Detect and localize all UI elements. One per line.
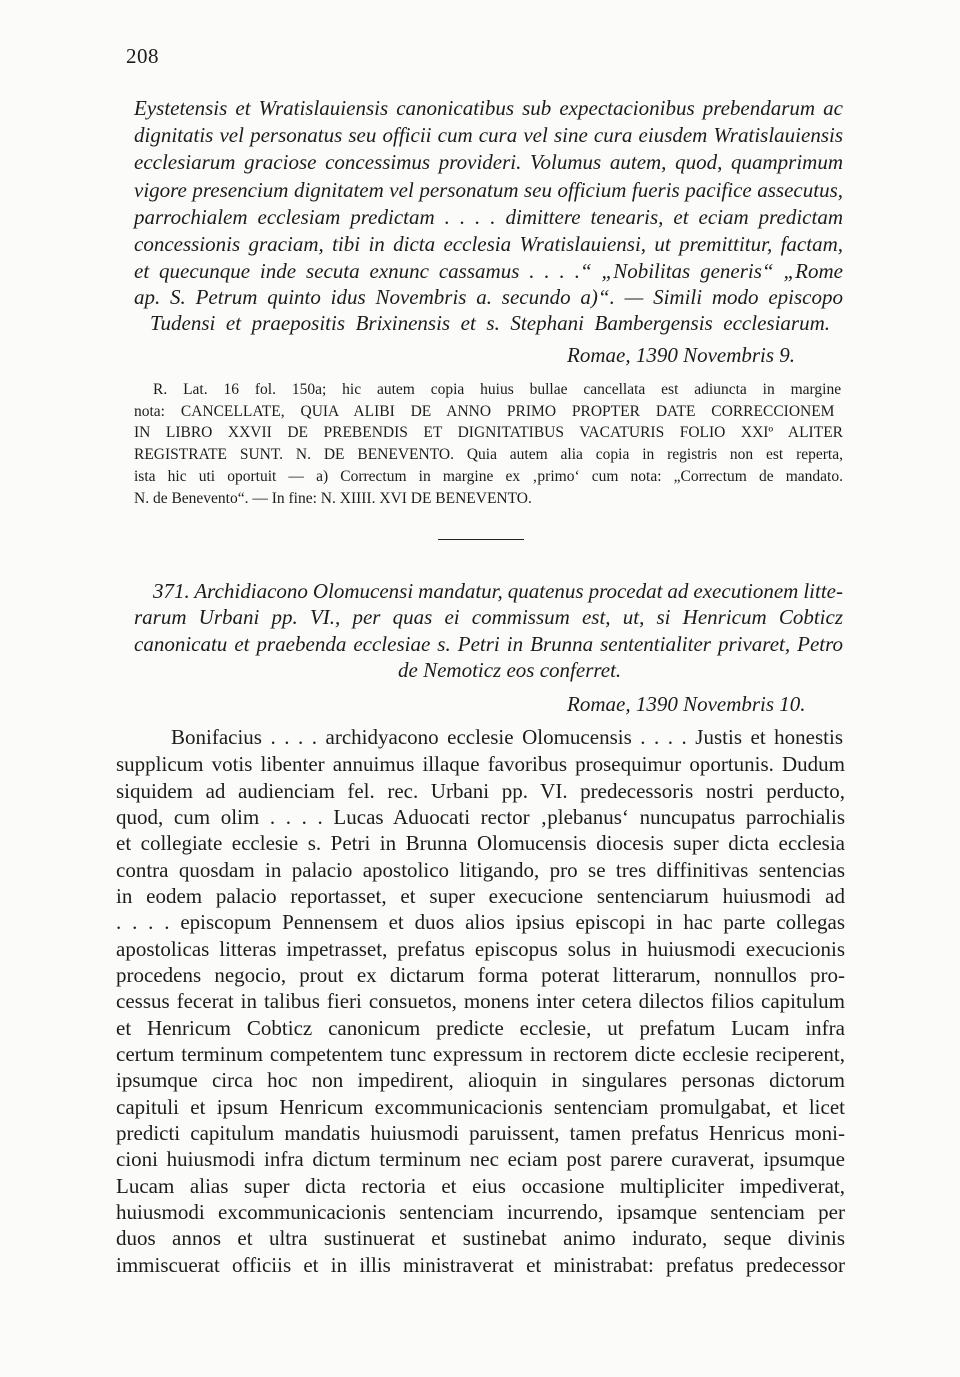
body-line: contra quosdam in palacio apostolico litigando, pro se tres diffinitivas sentencias <box>116 858 845 882</box>
body-line: capituli et ipsum Henricum excommunicacionis sentenciam promulgabat, et licet <box>116 1095 845 1119</box>
body-line: Lucam alias super dicta rectoria et eius occasione multipliciter impediverat, <box>116 1174 845 1198</box>
upper-line: parrochialem ecclesiam predictam . . . . dimittere tenearis, et eciam predictam <box>134 205 843 229</box>
body-line: cioni huiusmodi infra dictum terminum nec eciam post parere curaverat, ipsumque <box>116 1147 845 1171</box>
note-line: R. Lat. 16 fol. 150a; hic autem copia huius bullae cancellata est adiuncta in margine <box>153 381 842 398</box>
note-line: nota: CANCELLATE, QUIA ALIBI DE ANNO PRIMO PROPTER DATE CORRECCIONEM <box>134 403 835 420</box>
body-line: Bonifacius . . . . archidyacono ecclesie Olomucensis . . . . Justis et honestis <box>171 725 843 749</box>
body-line: procedens negocio, prout ex dictarum forma poterat litterarum, nonnullos pro- <box>116 963 845 987</box>
body-line: certum terminum competentem tunc expressum in rectorem dicte ecclesie reciperent, <box>116 1042 845 1066</box>
entry-heading-line: rarum Urbani pp. VI., per quas ei commissum est, ut, si Henricum Cobticz <box>134 605 843 629</box>
entry-heading-line: de Nemoticz eos conferret. <box>398 658 622 682</box>
note-line: REGISTRATE SUNT. N. DE BENEVENTO. Quia autem alia copia in registris non est reperta, <box>134 446 843 463</box>
upper-line: dignitatis vel personatus seu officii cum cura vel sine cura eiusdem Wratislauiensis <box>134 123 843 147</box>
upper-line: Tudensi et praepositis Brixinensis et s. Stephani Bambergensis ecclesiarum. <box>150 311 830 335</box>
note-line: N. de Benevento“. — In fine: N. XIIII. XVI DE BENEVENTO. <box>134 490 532 507</box>
entry-heading-line: canonicatu et praebenda ecclesiae s. Petri in Brunna sententialiter privaret, Petro <box>134 632 843 656</box>
body-line: supplicum votis libenter annuimus illaque favoribus prosequimur oportunis. Dudum <box>116 752 845 776</box>
upper-line: ecclesiarum graciose concessimus provideri. Volumus autem, quod, quamprimum <box>134 150 843 174</box>
upper-line: vigore presencium dignitatem vel personatum seu officium fueris pacifice assecutus, <box>134 178 843 202</box>
date-line: Romae, 1390 Novembris 9. <box>567 343 796 367</box>
body-line: siquidem ad audienciam fel. rec. Urbani pp. VI. predecessoris nostri perducto, <box>116 779 845 803</box>
body-line: apostolicas litteras impetrasset, prefatus episcopus solus in huiusmodi execucionis <box>116 937 845 961</box>
body-line: et collegiate ecclesie s. Petri in Brunna Olomucensis diocesis super dicta ecclesia <box>116 831 845 855</box>
upper-line: ap. S. Petrum quinto idus Novembris a. secundo a)“. — Simili modo episcopo <box>134 285 843 309</box>
body-line: duos annos et ultra sustinuerat et sustinebat animo indurato, seque divinis <box>116 1226 845 1250</box>
body-line: immiscuerat officiis et in illis ministraverat et ministrabat: prefatus predecessor <box>116 1253 845 1277</box>
body-line: et Henricum Cobticz canonicum predicte ecclesie, ut prefatum Lucam infra <box>116 1016 845 1040</box>
body-line: predicti capitulum mandatis huiusmodi paruissent, tamen prefatus Henricus moni- <box>116 1121 845 1145</box>
upper-line: Eystetensis et Wratislauiensis canonicatibus sub expectacionibus prebendarum ac <box>134 96 843 120</box>
body-line: ipsumque circa hoc non impedirent, alioquin in singulares personas dictorum <box>116 1068 845 1092</box>
note-line: ista hic uti oportuit — a) Correctum in margine ex ‚primo‘ cum nota: „Correctum de mandato. <box>134 468 843 485</box>
upper-line: concessionis graciam, tibi in dicta ecclesia Wratislauiensi, ut premittitur, factam, <box>134 232 843 256</box>
body-line: in eodem palacio reportasset, et super execucione sentenciarum huiusmodi ad <box>116 884 845 908</box>
note-line: IN LIBRO XXVII DE PREBENDIS ET DIGNITATIBUS VACATURIS FOLIO XXIº ALITER <box>134 424 843 441</box>
body-line: cessus fecerat in talibus fieri consuetos, monens inter cetera dilectos filios capitulum <box>116 989 845 1013</box>
section-divider <box>438 539 524 540</box>
date-line: Romae, 1390 Novembris 10. <box>567 692 806 716</box>
body-line: . . . . episcopum Pennensem et duos alios ipsius episcopi in hac parte collegas <box>116 910 845 934</box>
body-line: huiusmodi excommunicacionis sentenciam incurrendo, ipsamque sentenciam per <box>116 1200 845 1224</box>
upper-line: et quecunque inde secuta exnunc cassamus . . . .“ „Nobilitas generis“ „Rome <box>134 259 843 283</box>
page-number: 208 <box>126 44 159 68</box>
entry-heading-line: 371. Archidiacono Olomucensi mandatur, quatenus procedat ad executionem litte- <box>153 579 843 603</box>
body-line: quod, cum olim . . . . Lucas Aduocati rector ‚plebanus‘ nuncupatus parrochialis <box>116 805 845 829</box>
